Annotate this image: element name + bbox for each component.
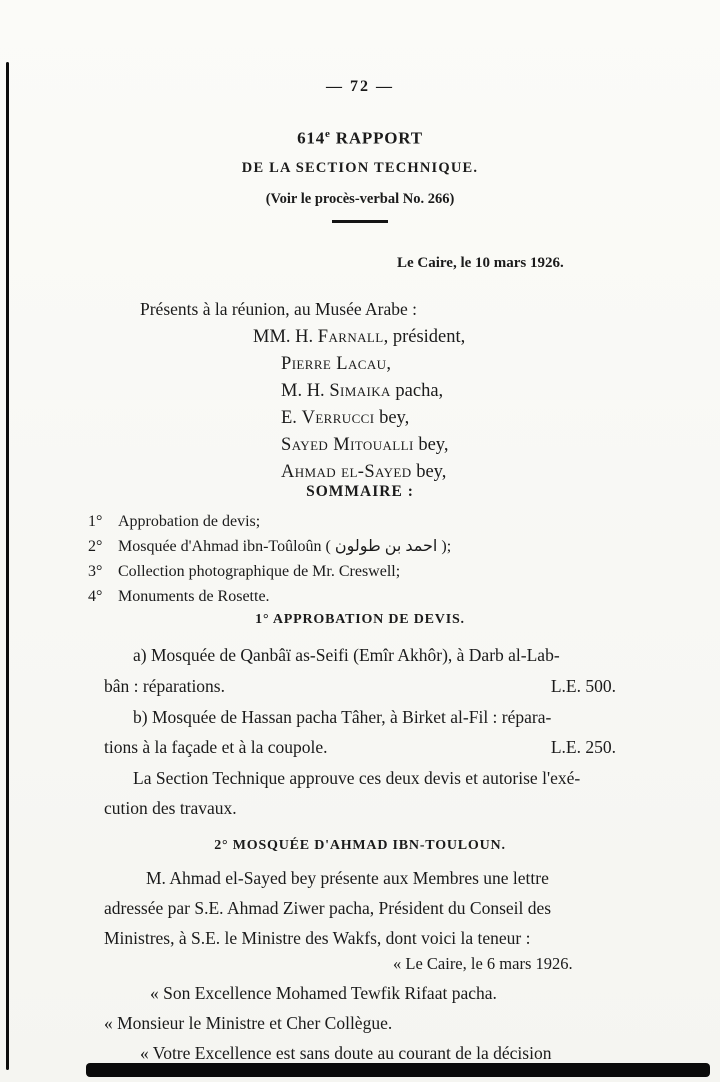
- devis-b-line1: b) Mosquée de Hassan pacha Tâher, à Birket al-Fil : répara-: [133, 707, 552, 727]
- attendee-line: [253, 351, 465, 378]
- attendee-suffix: pacha,: [390, 381, 444, 401]
- page-number: — 72 —: [326, 78, 394, 95]
- section1-heading: 1° APPROBATION DE DEVIS.: [255, 612, 465, 627]
- sommaire-heading: SOMMAIRE :: [306, 483, 414, 500]
- attendee-suffix: ,: [386, 354, 392, 374]
- attendee-suffix: , président,: [383, 327, 466, 347]
- devis-a-line1: a) Mosquée de Qanbâï as-Seifi (Emîr Akhôr), à Darb al-Lab-: [133, 645, 560, 665]
- attendee-line: [253, 405, 465, 432]
- attendee-suffix: bey,: [413, 435, 449, 455]
- devis-b-amount: L.E. 250.: [550, 737, 616, 757]
- letter-intro-line2: adressée par S.E. Ahmad Ziwer pacha, Président du Conseil des: [104, 898, 552, 918]
- sommaire-item: [88, 509, 451, 534]
- scan-edge-bottom: [86, 1063, 710, 1077]
- letter-salutation-2: « Monsieur le Ministre et Cher Collègue.: [104, 1013, 393, 1033]
- attendee-suffix: bey,: [374, 408, 410, 428]
- attendee-name: Farnall: [317, 327, 384, 347]
- devis-a-amount: L.E. 500.: [550, 676, 616, 696]
- report-dateline: Le Caire, le 10 mars 1926.: [397, 255, 564, 271]
- attendee-prefix: MM. H.: [253, 327, 318, 347]
- report-title-word: RAPPORT: [330, 128, 423, 148]
- sommaire-item: [88, 534, 451, 559]
- scan-edge-left: [6, 62, 9, 1070]
- presents-intro: Présents à la réunion, au Musée Arabe :: [140, 299, 418, 319]
- letter-intro-line1: M. Ahmad el-Sayed bey présente aux Membres une lettre: [146, 868, 549, 888]
- attendee-list: [253, 324, 465, 486]
- attendee-line: [253, 324, 465, 351]
- attendee-name: Verrucci: [301, 408, 375, 428]
- approval-line1: La Section Technique approuve ces deux devis et autorise l'exé-: [133, 768, 581, 788]
- devis-b-text: tions à la façade et à la coupole.: [104, 737, 328, 757]
- sommaire-item-text: Monuments de Rosette.: [118, 588, 270, 605]
- report-title: [0, 128, 720, 149]
- sommaire-item: [88, 584, 451, 609]
- report-title-number: 614: [297, 128, 325, 148]
- sommaire-item-number: 2°: [88, 538, 103, 555]
- letter-intro-line3: Ministres, à S.E. le Ministre des Wakfs, dont voici la teneur :: [104, 928, 531, 948]
- sommaire-item-text: Mosquée d'Ahmad ibn-Toûloûn ( احمد بن طولون );: [118, 538, 452, 555]
- sommaire-item-number: 4°: [88, 588, 103, 605]
- sommaire-item-text: Collection photographique de Mr. Creswell;: [118, 563, 401, 580]
- letter-salutation-1: « Son Excellence Mohamed Tewfik Rifaat pacha.: [150, 983, 497, 1003]
- divider-rule: [332, 220, 388, 223]
- attendee-line: [253, 378, 465, 405]
- attendee-name: Ahmad el-Sayed: [281, 462, 412, 482]
- report-title-ordinal: e: [325, 128, 331, 140]
- devis-a-text: bân : réparations.: [104, 676, 225, 696]
- sommaire-list: [88, 509, 451, 609]
- attendee-line: [253, 459, 465, 486]
- sommaire-item-text: Approbation de devis;: [118, 513, 261, 530]
- sommaire-item: [88, 559, 451, 584]
- report-subtitle: DE LA SECTION TECHNIQUE.: [241, 160, 479, 176]
- attendee-prefix: E.: [281, 408, 302, 428]
- attendee-prefix: M. H.: [281, 381, 330, 401]
- approval-line2: cution des travaux.: [104, 798, 237, 818]
- devis-a-line2: [104, 676, 616, 697]
- report-reference: (Voir le procès-verbal No. 266): [265, 191, 455, 207]
- section2-heading: 2° MOSQUÉE D'AHMAD IBN-TOULOUN.: [214, 838, 506, 853]
- attendee-name: Sayed Mitoualli: [281, 435, 414, 455]
- devis-b-line2: [104, 737, 616, 758]
- attendee-name: Simaika: [329, 381, 391, 401]
- sommaire-item-number: 3°: [88, 563, 103, 580]
- attendee-name: Pierre Lacau: [281, 354, 387, 374]
- sommaire-item-number: 1°: [88, 513, 103, 530]
- letter-dateline: « Le Caire, le 6 mars 1926.: [393, 954, 573, 973]
- attendee-suffix: bey,: [411, 462, 447, 482]
- attendee-line: [253, 432, 465, 459]
- letter-body-line: « Votre Excellence est sans doute au courant de la décision: [140, 1043, 552, 1063]
